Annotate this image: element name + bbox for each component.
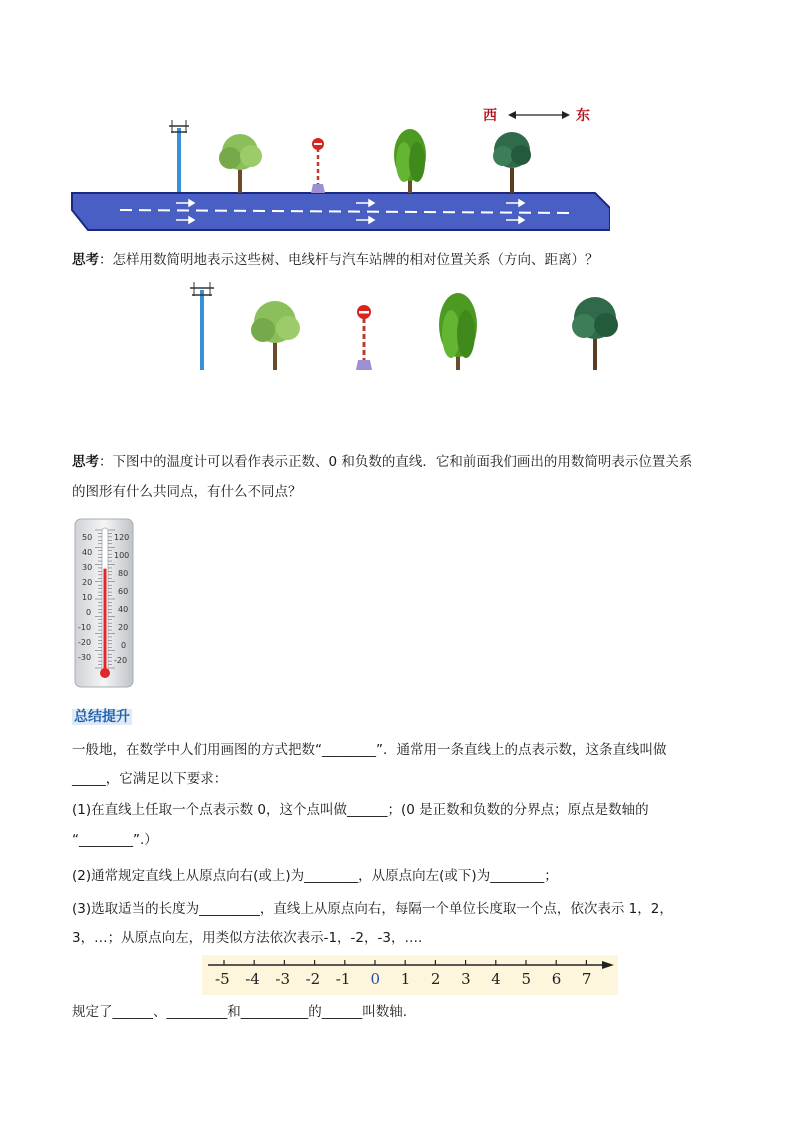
think-text: ：下图中的温度计可以看作表示正数、0 和负数的直线．它和前面我们画出的用数简明表示位置关系 bbox=[99, 454, 693, 470]
fahrenheit-label-6: 0 bbox=[121, 641, 127, 650]
summary-paragraph-1-line2: _____，它满足以下要求： bbox=[72, 771, 228, 787]
think-label: 思考 bbox=[72, 454, 99, 470]
think-question-2-line1 bbox=[72, 452, 692, 472]
direction-west-label: 西 bbox=[483, 108, 497, 124]
fahrenheit-label-2: 80 bbox=[118, 569, 129, 578]
number-line-label: -3 bbox=[275, 970, 291, 988]
number-line-label: -4 bbox=[245, 970, 260, 988]
celsius-label-5: 0 bbox=[86, 608, 92, 617]
number-line-label: 4 bbox=[491, 970, 501, 988]
fahrenheit-label-7: -20 bbox=[114, 656, 128, 665]
number-line bbox=[202, 955, 618, 995]
number-line-label: -2 bbox=[305, 970, 321, 988]
fahrenheit-label-4: 40 bbox=[118, 605, 129, 614]
celsius-label-3: 20 bbox=[82, 578, 93, 587]
celsius-label-2: 30 bbox=[82, 563, 93, 572]
think-question-1 bbox=[72, 250, 599, 270]
number-line-label: 2 bbox=[430, 970, 441, 988]
summary-paragraph-2-line1: (1)在直线上任取一个点表示数 0，这个点叫做______；(0 是正数和负数的分界点；原点是数轴的 bbox=[72, 802, 649, 818]
fahrenheit-label-1: 100 bbox=[114, 551, 130, 560]
celsius-label-0: 50 bbox=[82, 533, 93, 542]
fahrenheit-label-5: 20 bbox=[118, 623, 129, 632]
summary-heading-text: 总结提升 bbox=[74, 709, 130, 725]
summary-paragraph-1-line1: 一般地，在数学中人们用画图的方式把数“________”．通常用一条直线上的点表示数，这条直线叫做 bbox=[72, 742, 667, 758]
summary-paragraph-4-line1: (3)选取适当的长度为_________，直线上从原点向右，每隔一个单位长度取一个点，依次表示 1，2， bbox=[72, 901, 673, 917]
celsius-label-1: 40 bbox=[82, 548, 93, 557]
fahrenheit-label-3: 60 bbox=[118, 587, 129, 596]
celsius-label-8: -30 bbox=[78, 653, 92, 662]
summary-paragraph-4-line2: 3，…；从原点向左，用类似方法依次表示-1，-2，-3，…. bbox=[72, 930, 423, 946]
summary-paragraph-3: (2)通常规定直线上从原点向右(或上)为________，从原点向左(或下)为________； bbox=[72, 868, 558, 884]
road-scene-illustration bbox=[70, 100, 610, 235]
summary-heading bbox=[72, 706, 132, 726]
number-line-label: 1 bbox=[400, 970, 411, 988]
summary-paragraph-2-line2: “________”.） bbox=[72, 832, 158, 848]
celsius-label-4: 10 bbox=[82, 593, 93, 602]
think-text: ：怎样用数简明地表示这些树、电线杆与汽车站牌的相对位置关系（方向、距离）？ bbox=[99, 252, 599, 268]
think-label: 思考 bbox=[72, 252, 99, 268]
number-line-label: -1 bbox=[335, 970, 351, 988]
thermometer bbox=[74, 518, 134, 688]
number-line-label: -5 bbox=[215, 970, 230, 988]
celsius-label-7: -20 bbox=[78, 638, 92, 647]
objects-row-illustration bbox=[180, 280, 630, 375]
objects-row bbox=[180, 280, 630, 375]
number-line-label: 7 bbox=[581, 970, 592, 988]
fahrenheit-label-0: 120 bbox=[114, 533, 130, 542]
celsius-label-6: -10 bbox=[78, 623, 92, 632]
number-line-label: 3 bbox=[461, 970, 471, 988]
summary-final-definition: 规定了______、_________和__________的______叫数轴. bbox=[72, 1004, 408, 1020]
think-question-2-line2: 的图形有什么共同点，有什么不同点？ bbox=[72, 484, 302, 500]
number-line-label: 5 bbox=[521, 970, 532, 988]
direction-east-label: 东 bbox=[576, 108, 590, 124]
number-line-label: 6 bbox=[551, 970, 562, 988]
number-line-label: 0 bbox=[370, 970, 381, 988]
road-scene bbox=[70, 100, 610, 235]
